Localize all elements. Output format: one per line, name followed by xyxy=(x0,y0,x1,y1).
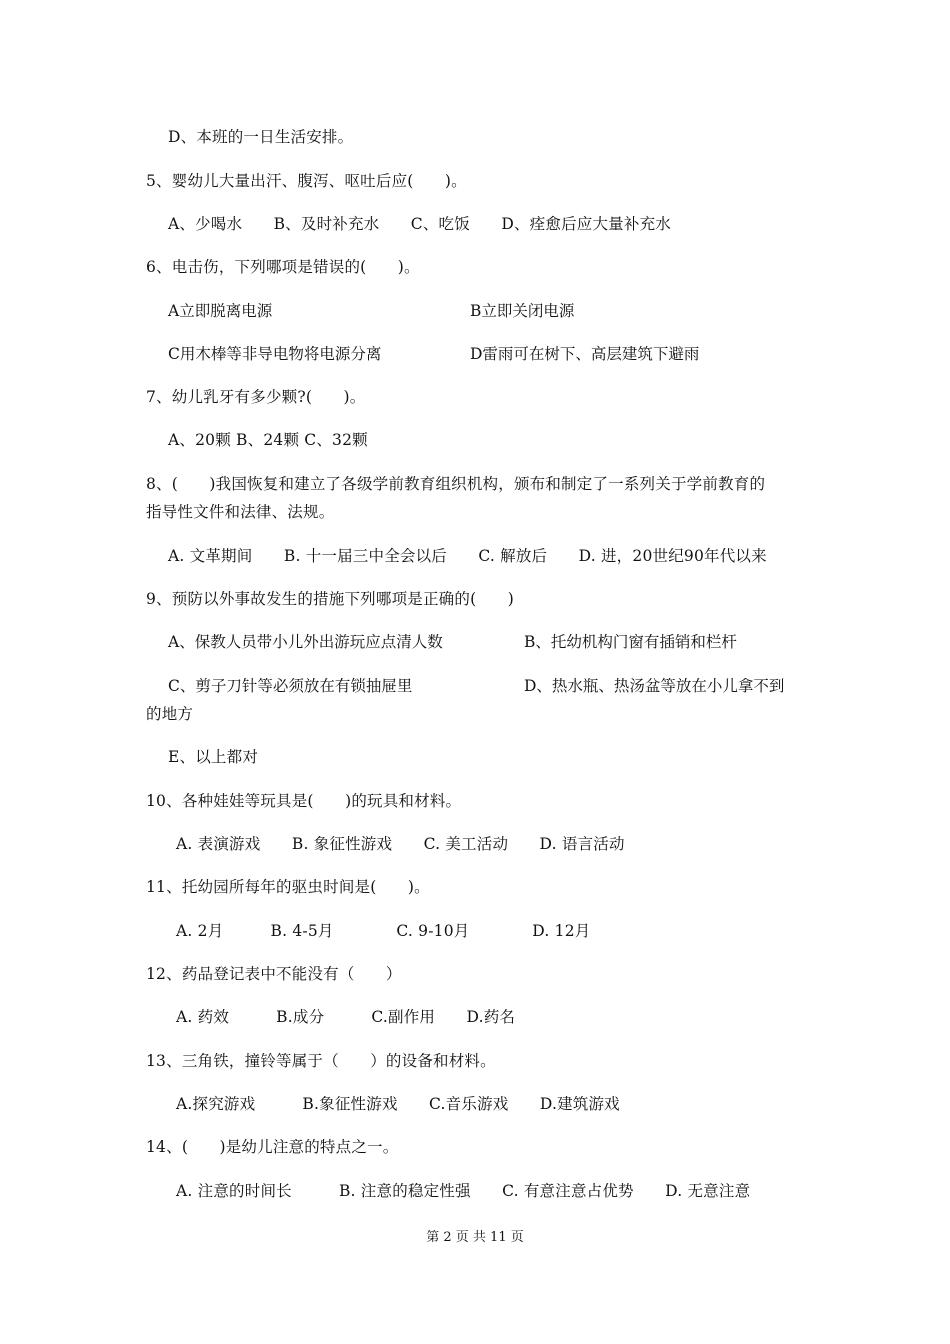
question-6-option-c: C用木棒等非导电物将电源分离 xyxy=(168,345,382,363)
question-13: 13、三角铁，撞铃等属于（ ）的设备和材料。 xyxy=(146,1052,496,1070)
question-13-options: A.探究游戏 B.象征性游戏 C.音乐游戏 D.建筑游戏 xyxy=(176,1095,620,1113)
question-11: 11、托幼园所每年的驱虫时间是( )。 xyxy=(146,878,430,896)
question-12: 12、药品登记表中不能没有（ ） xyxy=(146,965,402,983)
question-7-options: A、20颗 B、24颗 C、32颗 xyxy=(168,431,368,449)
question-8: 8、( )我国恢复和建立了各级学前教育组织机构，颁布和制定了一系列关于学前教育的 xyxy=(146,475,766,493)
question-6-option-a: A立即脱离电源 xyxy=(168,302,273,320)
question-9-option-c: C、剪子刀针等必须放在有锁抽屉里 xyxy=(168,677,413,695)
question-9-option-d: D、热水瓶、热汤盆等放在小儿拿不到 xyxy=(524,677,785,695)
question-9-option-e: E、以上都对 xyxy=(168,748,259,766)
question-9: 9、预防以外事故发生的措施下列哪项是正确的( ) xyxy=(146,590,514,608)
question-8-continued: 指导性文件和法律、法规。 xyxy=(146,503,335,521)
question-6-option-d: D雷雨可在树下、高层建筑下避雨 xyxy=(470,345,700,363)
option-text: D、本班的一日生活安排。 xyxy=(168,128,354,146)
question-12-options: A. 药效 B.成分 C.副作用 D.药名 xyxy=(176,1008,516,1026)
question-6: 6、电击伤，下列哪项是错误的( )。 xyxy=(146,258,420,276)
question-9-option-d-continued: 的地方 xyxy=(146,705,194,723)
question-14-options: A. 注意的时间长 B. 注意的稳定性强 C. 有意注意占优势 D. 无意注意 xyxy=(176,1182,751,1200)
question-5-options: A、少喝水 B、及时补充水 C、吃饭 D、痊愈后应大量补充水 xyxy=(168,215,671,233)
question-10: 10、各种娃娃等玩具是( )的玩具和材料。 xyxy=(146,792,462,810)
question-11-options: A. 2月 B. 4-5月 C. 9-10月 D. 12月 xyxy=(176,922,591,940)
question-5: 5、婴幼儿大量出汗、腹泻、呕吐后应( )。 xyxy=(146,172,467,190)
question-9-option-a: A、保教人员带小儿外出游玩应点清人数 xyxy=(168,633,443,651)
question-10-options: A. 表演游戏 B. 象征性游戏 C. 美工活动 D. 语言活动 xyxy=(176,835,625,853)
question-8-options: A. 文革期间 B. 十一届三中全会以后 C. 解放后 D. 进，20世纪90年代以来 xyxy=(168,547,767,565)
question-7: 7、幼儿乳牙有多少颗?( )。 xyxy=(146,388,366,406)
question-14: 14、( )是幼儿注意的特点之一。 xyxy=(146,1138,399,1156)
page-number-footer: 第 2 页 共 11 页 xyxy=(426,1230,524,1245)
question-6-option-b: B立即关闭电源 xyxy=(470,302,575,320)
question-9-option-b: B、托幼机构门窗有插销和栏杆 xyxy=(524,633,737,651)
